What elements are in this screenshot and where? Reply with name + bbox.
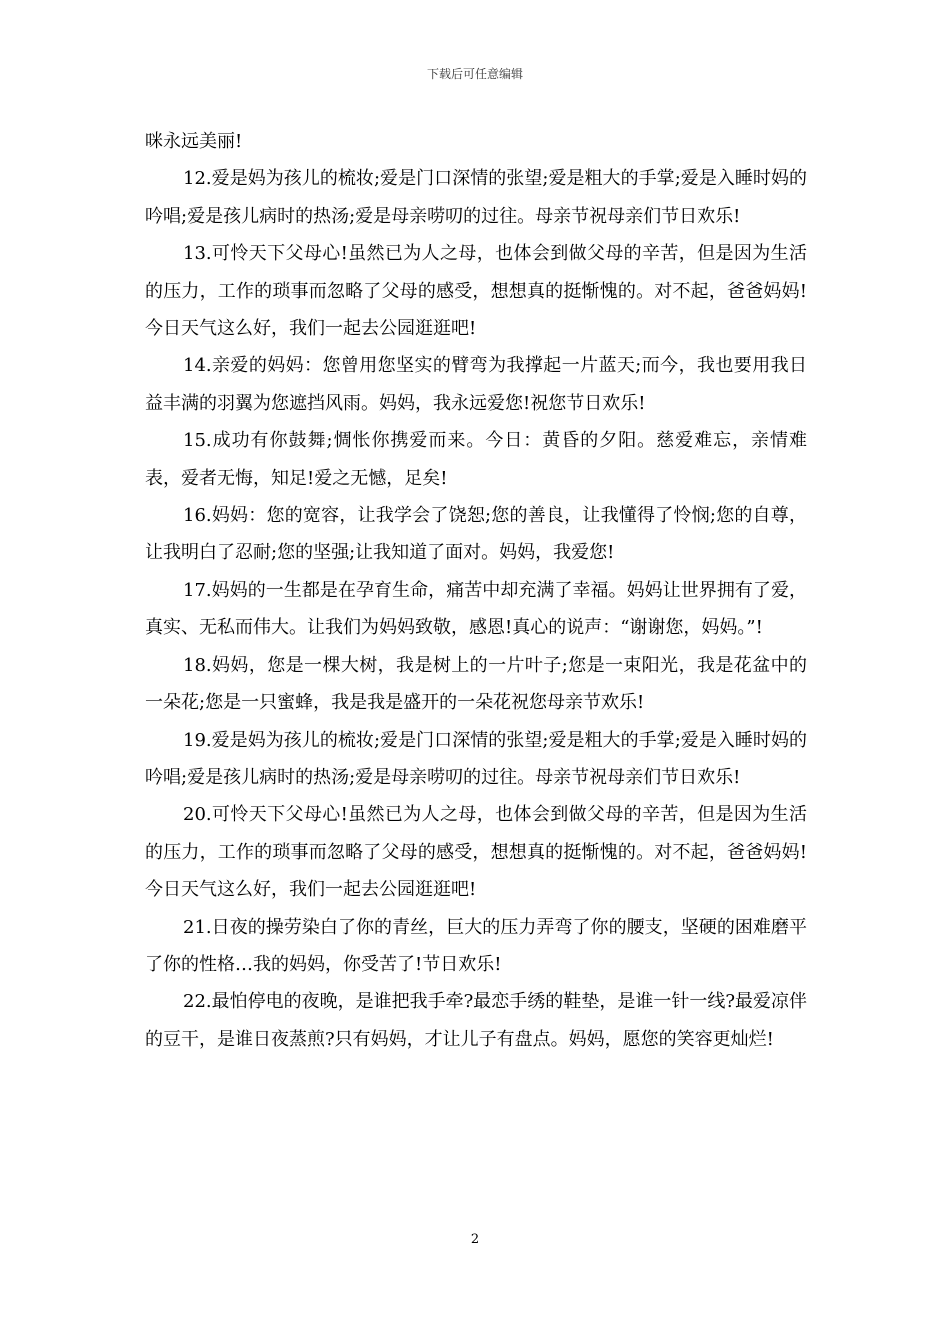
paragraph-item-17: 17.妈妈的一生都是在孕育生命，痛苦中却充满了幸福。妈妈让世界拥有了爱，真实、无私而伟大。让我们为妈妈致敬，感恩!真心的说声：“谢谢您，妈妈。”!	[145, 579, 807, 639]
paragraph-item-20: 20.可怜天下父母心!虽然已为人之母，也体会到做父母的辛苦，但是因为生活的压力，工作的琐事而忽略了父母的感受，想想真的挺惭愧的。对不起，爸爸妈妈!今日天气这么好，我们一起去公园逛逛吧!	[145, 804, 807, 901]
paragraph-item-16: 16.妈妈：您的宽容，让我学会了饶恕;您的善良，让我懂得了怜悯;您的自尊，让我明白了忍耐;您的坚强;让我知道了面对。妈妈，我爱您!	[145, 505, 807, 564]
paragraph-item-22: 22.最怕停电的夜晚，是谁把我手牵?最恋手绣的鞋垫，是谁一针一线?最爱凉伴的豆干，是谁日夜蒸煎?只有妈妈，才让儿子有盘点。妈妈，愿您的笑容更灿烂!	[145, 991, 807, 1050]
paragraph-item-21: 21.日夜的操劳染白了你的青丝，巨大的压力弄弯了你的腰支，坚硬的困难磨平了你的性格…我的妈妈，你受苦了!节日欢乐!	[145, 916, 807, 975]
page-number: 2	[470, 1232, 480, 1247]
paragraph-item-18: 18.妈妈，您是一棵大树，我是树上的一片叶子;您是一束阳光，我是花盆中的一朵花;您是一只蜜蜂，我是我是盛开的一朵花祝您母亲节欢乐!	[145, 654, 807, 714]
paragraph-item-13: 13.可怜天下父母心!虽然已为人之母，也体会到做父母的辛苦，但是因为生活的压力，工作的琐事而忽略了父母的感受，想想真的挺惭愧的。对不起，爸爸妈妈!今日天气这么好，我们一起去公园逛逛吧!	[145, 243, 807, 340]
paragraph-continuation: 咪永远美丽!	[145, 131, 243, 152]
page-header: 下载后可任意编辑	[426, 67, 523, 81]
paragraph-item-12: 12.爱是妈为孩儿的梳妆;爱是门口深情的张望;爱是粗大的手掌;爱是入睡时妈的吟唱;爱是孩儿病时的热汤;爱是母亲唠叨的过往。母亲节祝母亲们节日欢乐!	[145, 168, 807, 227]
document-body	[145, 123, 807, 1058]
paragraph-item-14: 14.亲爱的妈妈：您曾用您坚实的臂弯为我撑起一片蓝天;而今，我也要用我日益丰满的羽翼为您遮挡风雨。妈妈，我永远爱您!祝您节日欢乐!	[145, 355, 807, 414]
paragraph-item-15: 15.成功有你鼓舞;惆怅你携爱而来。今日：黄昏的夕阳。慈爱难忘，亲情难表，爱者无悔，知足!爱之无憾，足矣!	[145, 430, 807, 489]
paragraph-item-19: 19.爱是妈为孩儿的梳妆;爱是门口深情的张望;爱是粗大的手掌;爱是入睡时妈的吟唱;爱是孩儿病时的热汤;爱是母亲唠叨的过往。母亲节祝母亲们节日欢乐!	[145, 729, 807, 788]
